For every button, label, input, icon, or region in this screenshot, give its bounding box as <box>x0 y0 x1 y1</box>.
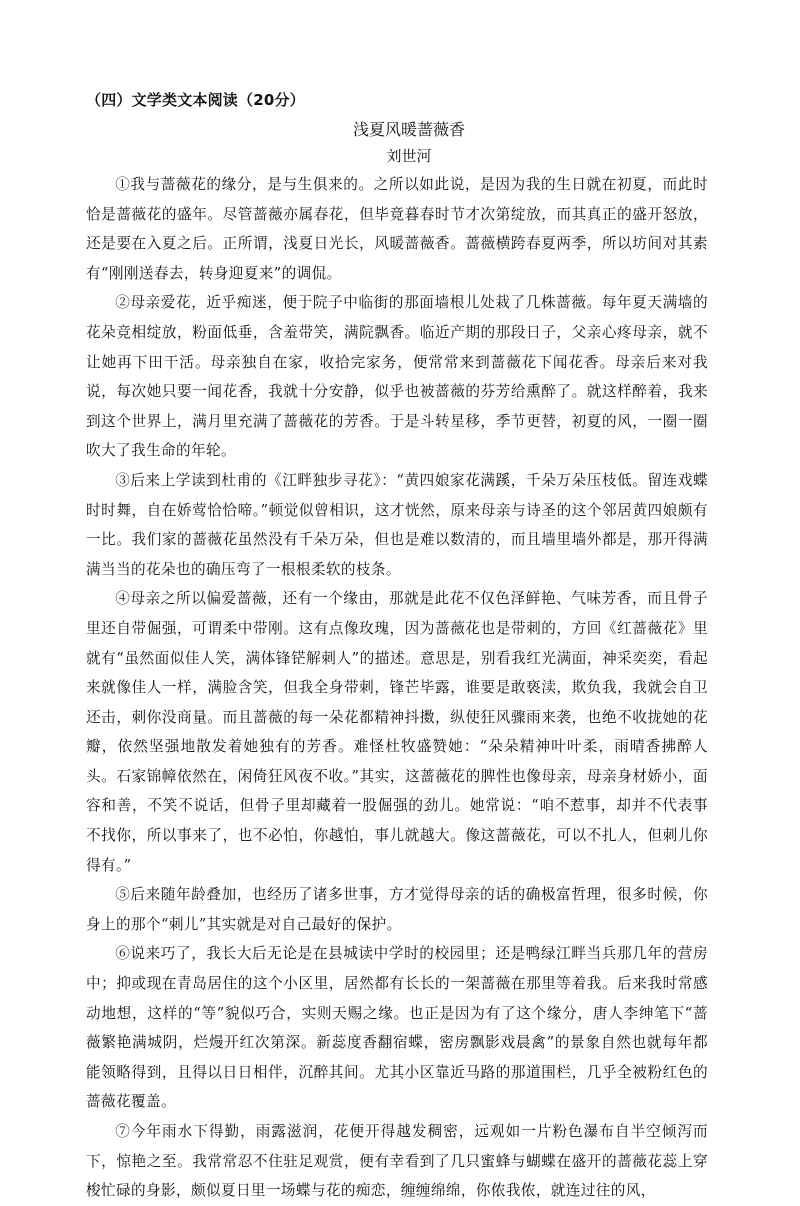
paragraph-4: ④母亲之所以偏爱蔷薇，还有一个缘由，那就是此花不仅色泽鲜艳、气味芳香，而且骨子里还自带倔强，可谓柔中带刚。这有点像玫瑰，因为蔷薇花也是带刺的，方回《红蔷薇花》里就有“虽然面似佳人笑，满体锋铓解刺人”的描述。意思是，别看我红光满面，神采奕奕，看起来就像佳人一样，满脸含笑，但我全身带刺，锋芒毕露，谁要是敢亵渎，欺负我，我就会自卫还击，刺你没商量。而且蔷薇的每一朵花都精神抖擞，纵使狂风骤雨来袭，也绝不收拢她的花瓣，依然坚强地散发着她独有的芳香。难怪杜牧盛赞她：“朵朵精神叶叶柔，雨晴香拂醉人头。石家锦幛依然在，闲倚狂风夜不收。”其实，这蔷薇花的脾性也像母亲，母亲身材娇小，面容和善，不笑不说话，但骨子里却藏着一股倔强的劲儿。她常说：“咱不惹事，却并不代表事不找你，所以事来了，也不必怕，你越怕，事儿就越大。像这蔷薇花，可以不扎人，但刺儿你得有。” <box>86 590 708 874</box>
paragraph-3: ③后来上学读到杜甫的《江畔独步寻花》：“黄四娘家花满蹊，千朵万朵压枝低。留连戏蝶时时舞，自在娇莺恰恰啼。”顿觉似曾相识，这才恍然，原来母亲与诗圣的这个邻居黄四娘颇有一比。我们家的蔷薇花虽然没有千朵万朵，但也是难以数清的，而且墙里墙外都是，那开得满满当当的花朵也的确压弯了一根根柔软的枝条。 <box>86 471 708 578</box>
paragraph-7: ⑦今年雨水下得勤，雨露滋润，花便开得越发稠密，远观如一片粉色瀑布自半空倾泻而下，惊艳之至。我常常忍不住驻足观赏，便有幸看到了几只蜜蜂与蝴蝶在盛开的蔷薇花蕊上穿梭忙碌的身影，颇似夏日里一场蝶与花的痴恋，缠缠绵绵，你侬我侬，就连过往的风， <box>86 1123 708 1200</box>
article-title: 浅夏风暖蔷薇香 <box>352 120 465 139</box>
paragraph-1: ①我与蔷薇花的缘分，是与生俱来的。之所以如此说，是因为我的生日就在初夏，而此时恰是蔷薇花的盛年。尽管蔷薇亦属春花，但毕竟暮春时节才次第绽放，而其真正的盛开怒放，还是要在入夏之后。正所谓，浅夏日光长，风暖蔷薇香。蔷薇横跨春夏两季，所以坊间对其素有“刚刚送春去，转身迎夏来”的调侃。 <box>86 176 708 282</box>
section-heading: （四）文学类文本阅读（20分） <box>86 91 305 109</box>
paragraph-6: ⑥说来巧了，我长大后无论是在县城读中学时的校园里；还是鸭绿江畔当兵那几年的营房中；抑或现在青岛居住的这个小区里，居然都有长长的一架蔷薇在那里等着我。后来我时常感动地想，这样的“等”貌似巧合，实则天赐之缘。也正是因为有了这个缘分，唐人李绅笔下“蔷薇繁艳满城阴，烂熳开红次第深。新蕊度香翻宿蝶，密房飘影戏晨禽”的景象自然也就每年都能领略得到，且得以日日相伴，沉醉其间。尤其小区靠近马路的那道围栏，几乎全被粉红色的蔷薇花覆盖。 <box>86 945 708 1111</box>
article-author: 刘世河 <box>386 147 432 165</box>
paragraph-2: ②母亲爱花，近乎痴迷，便于院子中临街的那面墙根儿处栽了几株蔷薇。每年夏天满墙的花朵竞相绽放，粉面低垂，含羞带笑，满院飘香。临近产期的那段日子，父亲心疼母亲，就不让她再下田干活。母亲独自在家，收拾完家务，便常常来到蔷薇花下闻花香。母亲后来对我说，每次她只要一闻花香，我就十分安静，似乎也被蔷薇的芬芳给熏醉了。就这样醉着，我来到这个世界上，满月里充满了蔷薇花的芳香。于是斗转星移，季节更替，初夏的风，一圈一圈吹大了我生命的年轮。 <box>86 294 708 460</box>
paragraph-5: ⑤后来随年龄叠加，也经历了诸多世事，方才觉得母亲的话的确极富哲理，很多时候，你身上的那个“刺儿”其实就是对自己最好的保护。 <box>86 886 708 933</box>
